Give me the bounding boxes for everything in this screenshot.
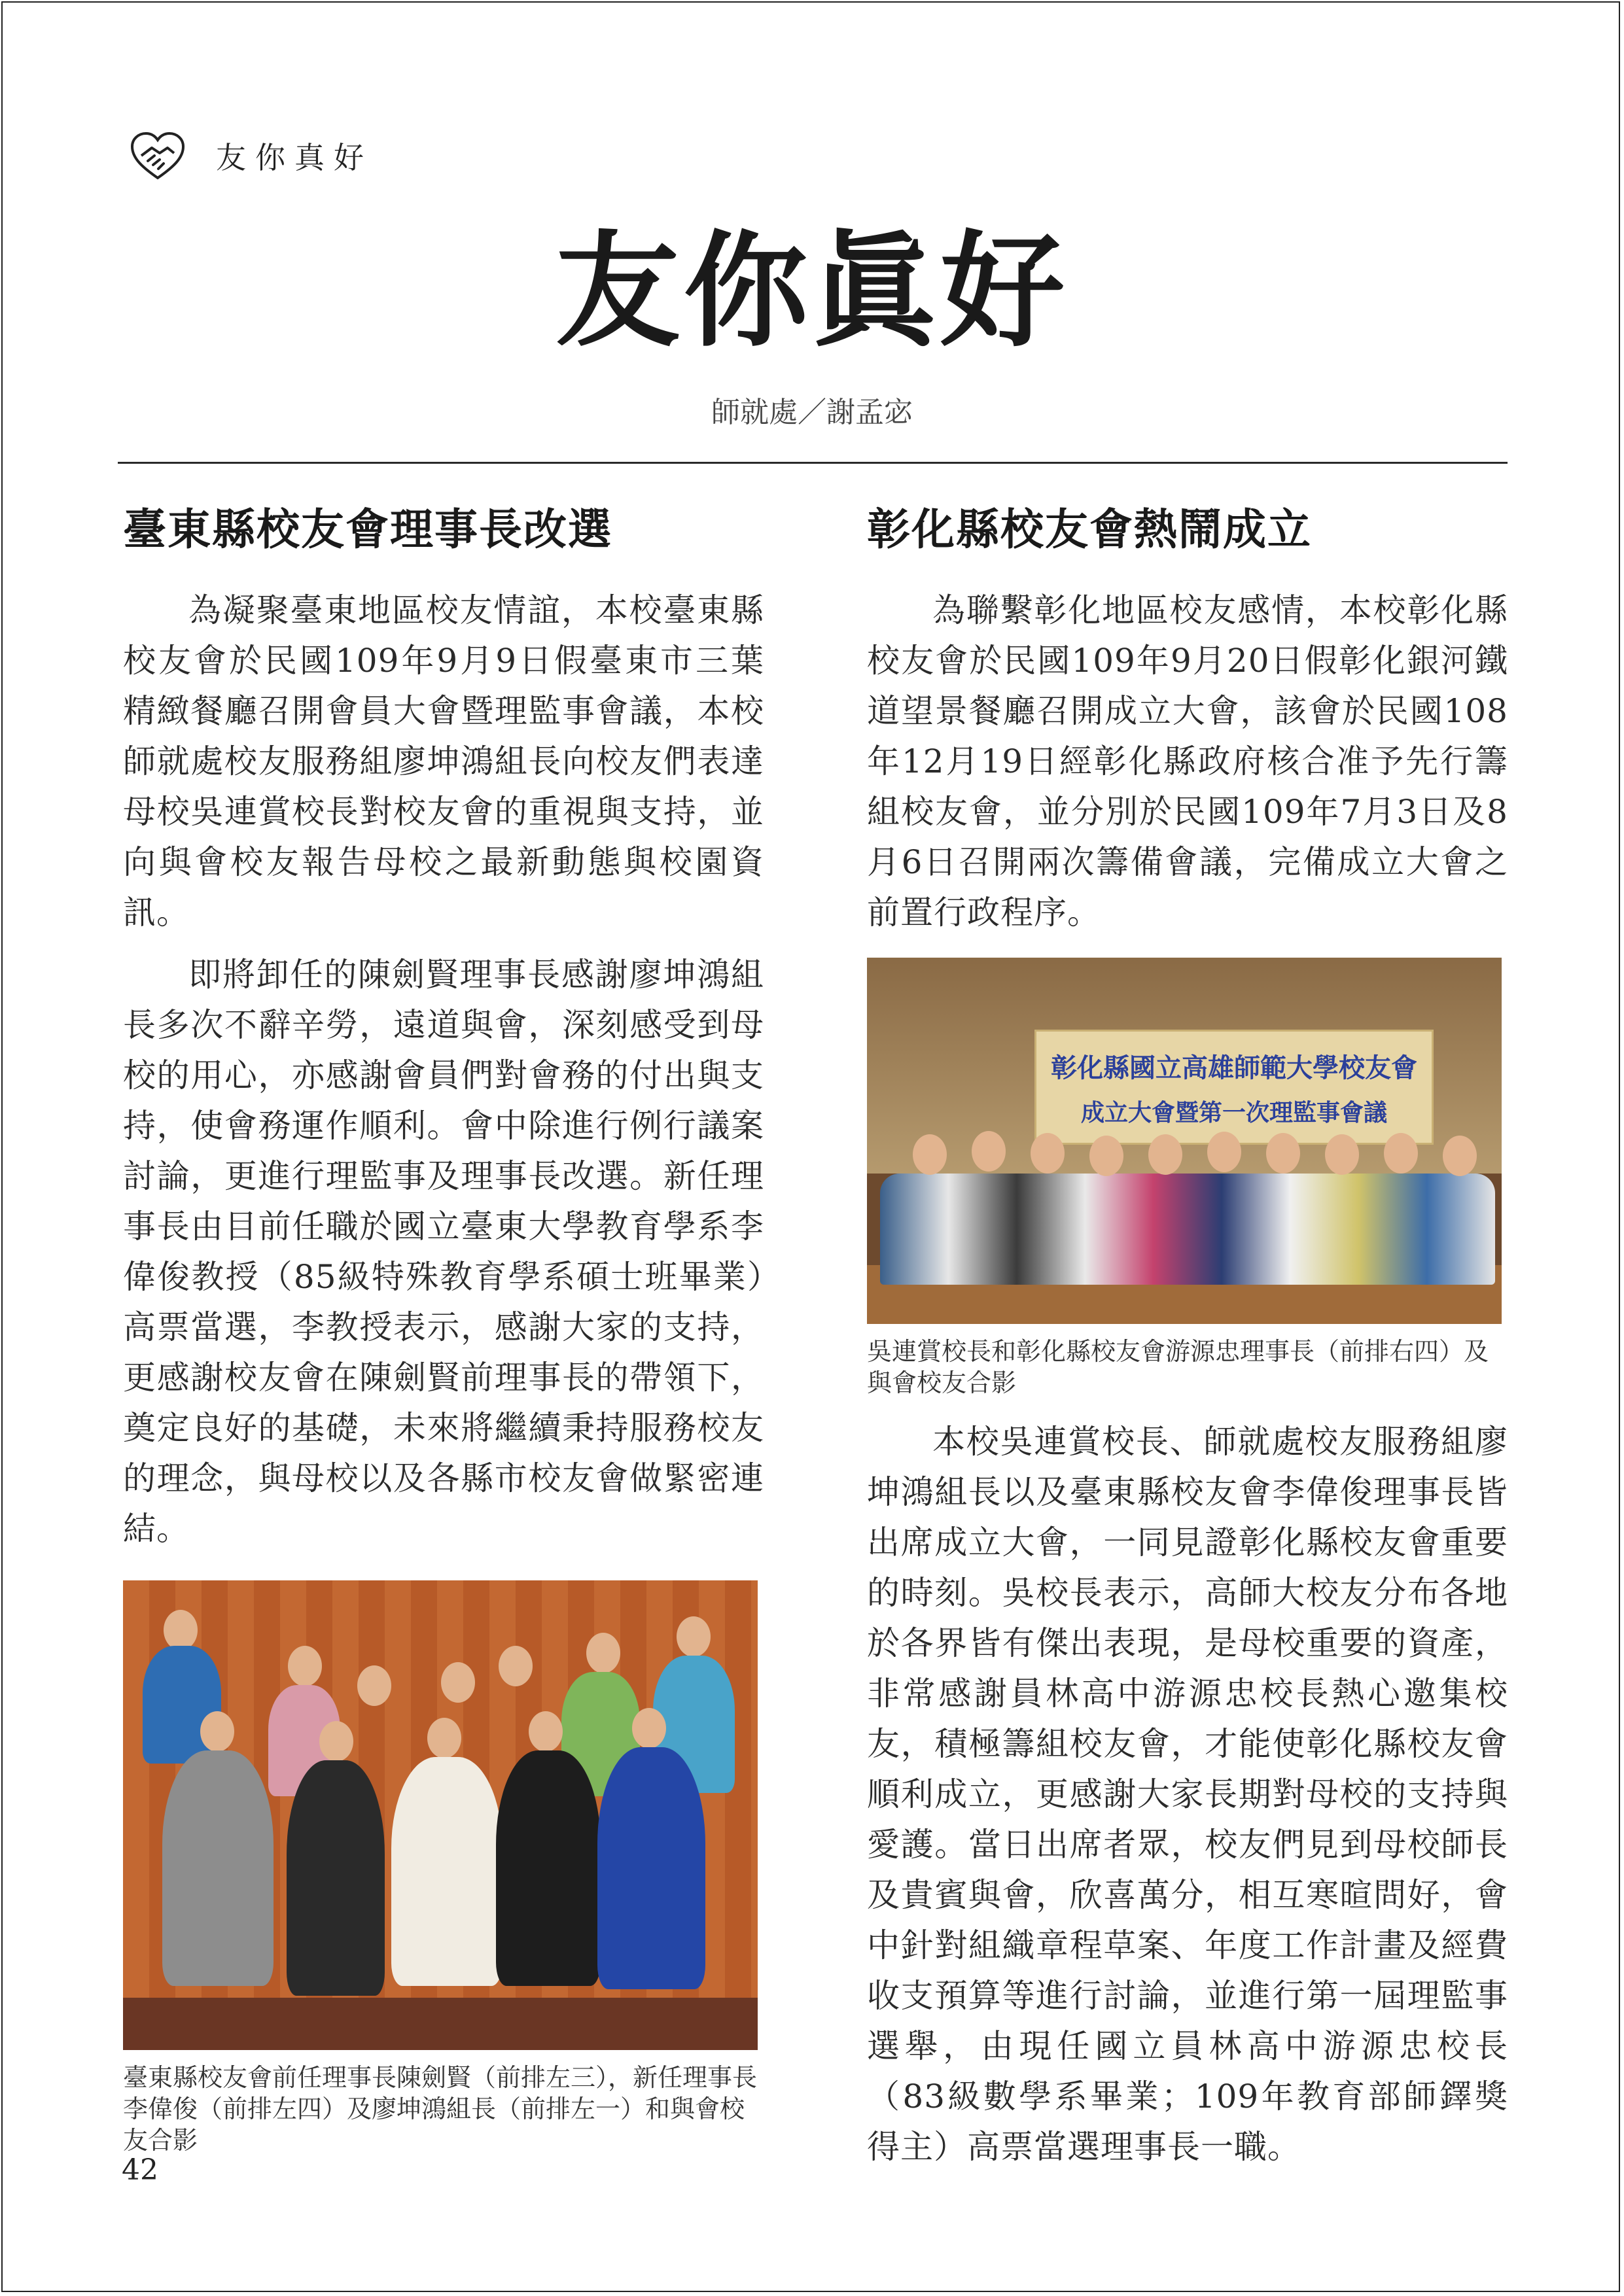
person-head	[1207, 1132, 1241, 1172]
person-head	[441, 1662, 475, 1703]
person-head	[529, 1711, 563, 1752]
person-head	[1325, 1134, 1359, 1175]
photo-floor	[123, 1998, 758, 2050]
person-body	[597, 1747, 705, 1989]
person-head	[1384, 1133, 1418, 1174]
page-number: 42	[122, 2153, 158, 2187]
banner-line-1: 彰化縣國立高雄師範大學校友會	[1051, 1053, 1417, 1084]
photo-banner	[1034, 1030, 1434, 1145]
left-paragraph: 為凝聚臺東地區校友情誼，本校臺東縣校友會於民國109年9月9日假臺東市三葉精緻餐廳召開會員大會暨理監事會議，本校師就處校友服務組廖坤鴻組長向校友們表達母校吳連賞校長對校友會的重視與支持，並向與會校友報告母校之最新動態與校園資訊。	[123, 591, 764, 932]
section-label: 友你真好	[216, 140, 373, 175]
person-head	[1089, 1136, 1123, 1176]
right-column	[867, 504, 1508, 2172]
person-head	[357, 1665, 391, 1706]
person-head	[200, 1711, 234, 1752]
person-body	[287, 1760, 385, 1996]
left-column	[123, 504, 764, 2156]
left-heading: 臺東縣校友會理事長改選	[123, 504, 612, 555]
handshake-heart-icon	[130, 131, 186, 181]
section-header	[130, 131, 373, 181]
person-head	[1148, 1134, 1182, 1175]
article-title: 友你眞好	[555, 218, 1068, 364]
right-heading: 彰化縣校友會熱鬧成立	[867, 504, 1312, 555]
group-bodies	[880, 1174, 1495, 1285]
person-head	[1266, 1133, 1300, 1174]
person-head	[288, 1646, 322, 1686]
changhua-group-photo	[867, 958, 1502, 1324]
left-photo-caption: 臺東縣校友會前任理事長陳劍賢（前排左三），新任理事長李偉俊（前排左四）及廖坤鴻組長（前排左一）和與會校友合影	[123, 2063, 758, 2155]
person-head	[913, 1134, 947, 1175]
person-head	[499, 1646, 533, 1686]
person-head	[972, 1131, 1006, 1172]
person-head	[1031, 1133, 1065, 1174]
right-paragraph: 本校吳連賞校長、師就處校友服務組廖坤鴻組長以及臺東縣校友會李偉俊理事長皆出席成立大會，一同見證彰化縣校友會重要的時刻。吳校長表示，高師大校友分布各地於各界皆有傑出表現，是母校重要的資產，非常感謝員林高中游源忠校長熱心邀集校友，積極籌組校友會，才能使彰化縣校友會順利成立，更感謝大家長期對母校的支持與愛護。當日出席者眾，校友們見到母校師長及貴賓與會，欣喜萬分，相互寒暄問好，會中針對組織章程草案、年度工作計畫及經費收支預算等進行討論，並進行第一屆理監事選舉，由現任國立員林高中游源忠校長（83級數學系畢業；109年教育部師鐸獎得主）高票當選理事長一職。	[867, 1423, 1508, 2166]
person-body	[496, 1750, 601, 1986]
banner-line-2: 成立大會暨第一次理監事會議	[1080, 1100, 1387, 1127]
taitung-group-photo	[123, 1580, 758, 2050]
person-head	[586, 1633, 620, 1673]
article-byline: 師就處／謝孟宓	[711, 396, 913, 429]
person-body	[162, 1750, 274, 1986]
person-head	[632, 1708, 666, 1748]
person-body	[391, 1757, 503, 1986]
person-head	[319, 1721, 353, 1762]
person-head	[1443, 1136, 1477, 1176]
person-head	[677, 1616, 711, 1657]
right-paragraph: 為聯繫彰化地區校友感情，本校彰化縣校友會於民國109年9月20日假彰化銀河鐵道望景餐廳召開成立大會，該會於民國108年12月19日經彰化縣政府核合准予先行籌組校友會，並分別於民國109年7月3日及8月6日召開兩次籌備會議，完備成立大會之前置行政程序。	[867, 591, 1508, 932]
person-head	[427, 1718, 461, 1758]
person-head	[164, 1610, 198, 1650]
left-paragraph: 即將卸任的陳劍賢理事長感謝廖坤鴻組長多次不辭辛勞，遠道與會，深刻感受到母校的用心，亦感謝會員們對會務的付出與支持，使會務運作順利。會中除進行例行議案討論，更進行理監事及理事長改選。新任理事長由目前任職於國立臺東大學教育學系李偉俊教授（85級特殊教育學系碩士班畢業）高票當選，李教授表示，感謝大家的支持，更感謝校友會在陳劍賢前理事長的帶領下，奠定良好的基礎，未來將繼續秉持服務校友的理念，與母校以及各縣市校友會做緊密連結。	[123, 956, 764, 1548]
title-divider	[118, 462, 1508, 464]
right-photo-caption: 吳連賞校長和彰化縣校友會游源忠理事長（前排右四）及與會校友合影	[867, 1337, 1489, 1398]
